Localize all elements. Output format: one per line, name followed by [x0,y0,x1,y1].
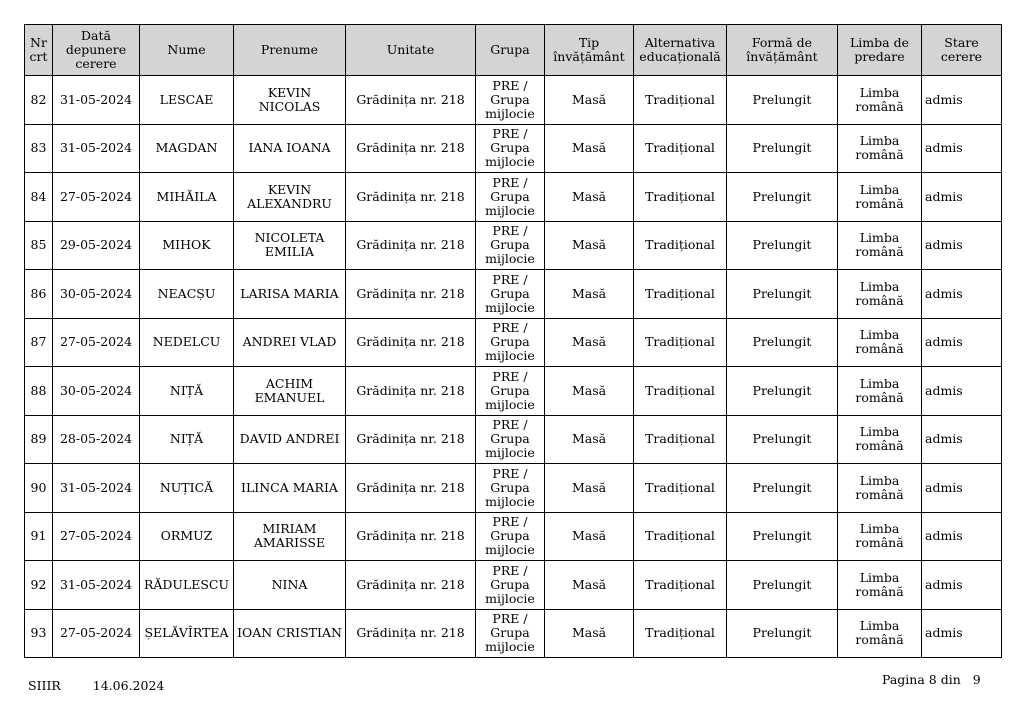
cell-limba: Limba română [838,173,922,222]
col-header-nr: Nr crt [25,25,53,76]
cell-forma: Prelungit [727,464,838,513]
cell-unitate: Grădinița nr. 218 [346,124,476,173]
cell-unitate: Grădinița nr. 218 [346,415,476,464]
cell-nume: NIȚĂ [140,415,234,464]
cell-forma: Prelungit [727,609,838,658]
cell-alternativa: Tradițional [634,270,727,319]
cell-tip: Masă [545,124,634,173]
cell-stare: admis [922,512,1002,561]
cell-unitate: Grădinița nr. 218 [346,173,476,222]
cell-stare: admis [922,173,1002,222]
col-header-prenume: Prenume [234,25,346,76]
cell-nume: NUȚICĂ [140,464,234,513]
page-total: 9 [972,672,981,687]
cell-prenume: LARISA MARIA [234,270,346,319]
cell-prenume: MIRIAM AMARISSE [234,512,346,561]
cell-grupa: PRE / Grupa mijlocie [476,76,545,125]
cell-grupa: PRE / Grupa mijlocie [476,561,545,610]
col-header-unitate: Unitate [346,25,476,76]
cell-limba: Limba română [838,512,922,561]
cell-alternativa: Tradițional [634,318,727,367]
cell-date: 30-05-2024 [53,367,140,416]
cell-prenume: DAVID ANDREI [234,415,346,464]
cell-date: 27-05-2024 [53,173,140,222]
cell-grupa: PRE / Grupa mijlocie [476,464,545,513]
cell-nr: 84 [25,173,53,222]
cell-unitate: Grădinița nr. 218 [346,367,476,416]
cell-nr: 83 [25,124,53,173]
cell-forma: Prelungit [727,173,838,222]
cell-stare: admis [922,609,1002,658]
table-row [25,512,1002,561]
table-row [25,124,1002,173]
cell-limba: Limba română [838,124,922,173]
cell-grupa: PRE / Grupa mijlocie [476,609,545,658]
col-header-nume: Nume [140,25,234,76]
cell-date: 28-05-2024 [53,415,140,464]
cell-limba: Limba română [838,415,922,464]
col-header-alternativa: Alternativa educațională [634,25,727,76]
cell-tip: Masă [545,173,634,222]
cell-nr: 86 [25,270,53,319]
cell-unitate: Grădinița nr. 218 [346,270,476,319]
cell-nr: 93 [25,609,53,658]
cell-prenume: KEVIN NICOLAS [234,76,346,125]
cell-forma: Prelungit [727,76,838,125]
table-row [25,561,1002,610]
cell-nr: 82 [25,76,53,125]
cell-tip: Masă [545,512,634,561]
cell-date: 27-05-2024 [53,609,140,658]
cell-date: 31-05-2024 [53,561,140,610]
cell-nr: 89 [25,415,53,464]
cell-stare: admis [922,464,1002,513]
cell-grupa: PRE / Grupa mijlocie [476,173,545,222]
cell-forma: Prelungit [727,512,838,561]
cell-unitate: Grădinița nr. 218 [346,76,476,125]
cell-limba: Limba română [838,609,922,658]
cell-prenume: IANA IOANA [234,124,346,173]
header-row [25,25,1002,76]
cell-limba: Limba română [838,76,922,125]
cell-unitate: Grădinița nr. 218 [346,221,476,270]
cell-tip: Masă [545,609,634,658]
cell-stare: admis [922,367,1002,416]
cell-date: 27-05-2024 [53,512,140,561]
col-header-forma: Formă de învățământ [727,25,838,76]
cell-forma: Prelungit [727,561,838,610]
cell-tip: Masă [545,318,634,367]
cell-date: 30-05-2024 [53,270,140,319]
cell-prenume: IOAN CRISTIAN [234,609,346,658]
cell-limba: Limba română [838,318,922,367]
table-row [25,270,1002,319]
cell-forma: Prelungit [727,415,838,464]
col-header-grupa: Grupa [476,25,545,76]
cell-stare: admis [922,124,1002,173]
table-body [25,76,1002,658]
cell-grupa: PRE / Grupa mijlocie [476,221,545,270]
cell-nr: 90 [25,464,53,513]
cell-unitate: Grădinița nr. 218 [346,318,476,367]
table-row [25,221,1002,270]
cell-nume: MIHOK [140,221,234,270]
cell-unitate: Grădinița nr. 218 [346,561,476,610]
cell-alternativa: Tradițional [634,415,727,464]
cell-prenume: NINA [234,561,346,610]
cell-tip: Masă [545,561,634,610]
cell-nume: NIȚĂ [140,367,234,416]
footer-system: SIIIR [28,678,61,693]
cell-alternativa: Tradițional [634,367,727,416]
cell-limba: Limba română [838,221,922,270]
cell-grupa: PRE / Grupa mijlocie [476,318,545,367]
cell-alternativa: Tradițional [634,464,727,513]
cell-nume: NEDELCU [140,318,234,367]
cell-tip: Masă [545,367,634,416]
cell-prenume: ILINCA MARIA [234,464,346,513]
cell-stare: admis [922,415,1002,464]
cell-nr: 92 [25,561,53,610]
footer-left [28,678,164,693]
col-header-date: Dată depunere cerere [53,25,140,76]
cell-limba: Limba română [838,464,922,513]
cell-stare: admis [922,561,1002,610]
cell-grupa: PRE / Grupa mijlocie [476,512,545,561]
col-header-tip: Tip învățământ [545,25,634,76]
cell-nume: NEACȘU [140,270,234,319]
cell-limba: Limba română [838,270,922,319]
cell-date: 29-05-2024 [53,221,140,270]
cell-grupa: PRE / Grupa mijlocie [476,415,545,464]
cell-date: 27-05-2024 [53,318,140,367]
cell-prenume: ANDREI VLAD [234,318,346,367]
cell-alternativa: Tradițional [634,561,727,610]
table-row [25,318,1002,367]
cell-grupa: PRE / Grupa mijlocie [476,270,545,319]
col-header-stare: Stare cerere [922,25,1002,76]
cell-tip: Masă [545,270,634,319]
cell-stare: admis [922,270,1002,319]
cell-prenume: NICOLETA EMILIA [234,221,346,270]
cell-grupa: PRE / Grupa mijlocie [476,367,545,416]
table-row [25,173,1002,222]
cell-prenume: KEVIN ALEXANDRU [234,173,346,222]
cell-nr: 88 [25,367,53,416]
table-row [25,76,1002,125]
cell-unitate: Grădinița nr. 218 [346,609,476,658]
cell-alternativa: Tradițional [634,76,727,125]
cell-limba: Limba română [838,561,922,610]
page-indicator [882,672,981,687]
cell-tip: Masă [545,221,634,270]
cell-nr: 85 [25,221,53,270]
cell-stare: admis [922,221,1002,270]
cell-alternativa: Tradițional [634,173,727,222]
table-row [25,464,1002,513]
cell-forma: Prelungit [727,221,838,270]
cell-unitate: Grădinița nr. 218 [346,512,476,561]
cell-alternativa: Tradițional [634,221,727,270]
cell-date: 31-05-2024 [53,124,140,173]
cell-alternativa: Tradițional [634,609,727,658]
cell-tip: Masă [545,464,634,513]
cell-date: 31-05-2024 [53,76,140,125]
cell-tip: Masă [545,76,634,125]
admission-table [24,24,1002,658]
cell-nume: LESCAE [140,76,234,125]
cell-date: 31-05-2024 [53,464,140,513]
table-row [25,367,1002,416]
cell-limba: Limba română [838,367,922,416]
cell-tip: Masă [545,415,634,464]
cell-prenume: ACHIM EMANUEL [234,367,346,416]
cell-unitate: Grădinița nr. 218 [346,464,476,513]
cell-forma: Prelungit [727,367,838,416]
cell-alternativa: Tradițional [634,512,727,561]
cell-grupa: PRE / Grupa mijlocie [476,124,545,173]
cell-nr: 91 [25,512,53,561]
cell-alternativa: Tradițional [634,124,727,173]
cell-stare: admis [922,318,1002,367]
cell-nume: MAGDAN [140,124,234,173]
table-row [25,609,1002,658]
cell-nr: 87 [25,318,53,367]
cell-forma: Prelungit [727,270,838,319]
cell-nume: ORMUZ [140,512,234,561]
cell-stare: admis [922,76,1002,125]
page-label: Pagina 8 din [882,672,961,687]
table-row [25,415,1002,464]
cell-nume: RĂDULESCU [140,561,234,610]
cell-forma: Prelungit [727,318,838,367]
cell-nume: MIHĂILA [140,173,234,222]
cell-nume: ȘELĂVÎRTEA [140,609,234,658]
col-header-limba: Limba de predare [838,25,922,76]
cell-forma: Prelungit [727,124,838,173]
footer-date: 14.06.2024 [92,678,165,693]
